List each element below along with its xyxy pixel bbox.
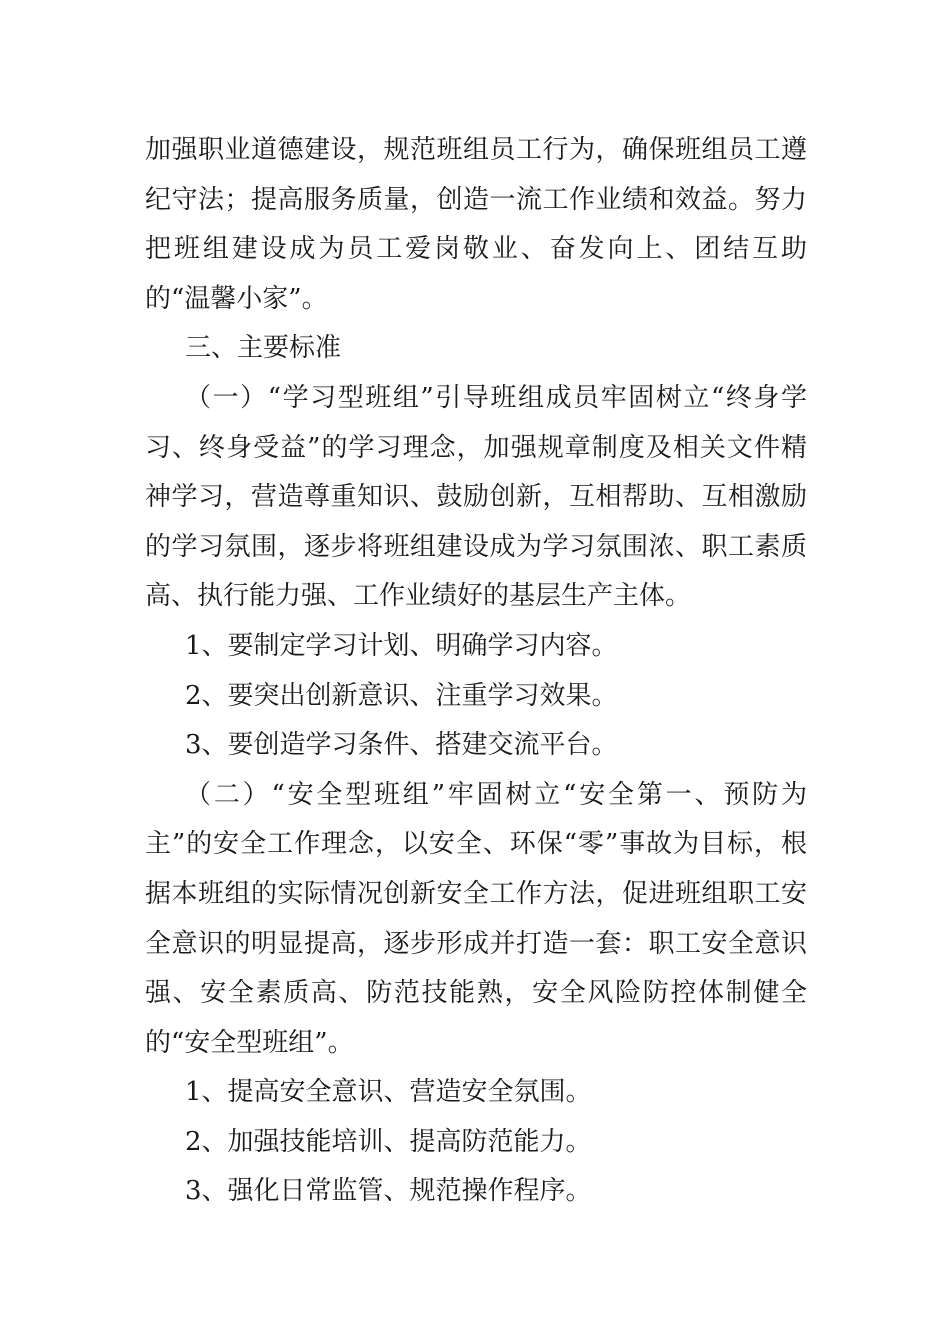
list-item: 2、加强技能培训、提高防范能力。 (185, 1126, 592, 1157)
paragraph-intro: 加强职业道德建设，规范班组员工行为，确保班组员工遵纪守法；提高服务质量，创造一流工作业绩和效益。努力把班组建设成为员工爱岗敬业、奋发向上、团结互助的“温馨小家”。 (145, 135, 807, 314)
paragraph-safety-team: （二）“安全型班组”牢固树立“安全第一、预防为主”的安全工作理念，以安全、环保“零”事故为目标，根据本班组的实际情况创新安全工作方法，促进班组职工安全意识的明显提高，逐步形成并打造一套：职工安全意识强、安全素质高、防范技能熟，安全风险防控体制健全的“安全型班组”。 (145, 779, 807, 1058)
paragraph-learning-team: （一）“学习型班组”引导班组成员牢固树立“终身学习、终身受益”的学习理念，加强规章制度及相关文件精神学习，营造尊重知识、鼓励创新，互相帮助、互相激励的学习氛围，逐步将班组建设成为学习氛围浓、职工素质高、执行能力强、工作业绩好的基层生产主体。 (145, 382, 807, 612)
list-item: 3、要创造学习条件、搭建交流平台。 (185, 730, 618, 761)
list-item: 2、要突出创新意识、注重学习效果。 (185, 680, 618, 711)
list-item: 1、要制定学习计划、明确学习内容。 (185, 630, 618, 661)
list-item: 3、强化日常监管、规范操作程序。 (185, 1176, 592, 1207)
section-heading-main-standards: 三、主要标准 (185, 333, 342, 364)
document-body (145, 126, 807, 1217)
list-item: 1、提高安全意识、营造安全氛围。 (185, 1077, 592, 1108)
